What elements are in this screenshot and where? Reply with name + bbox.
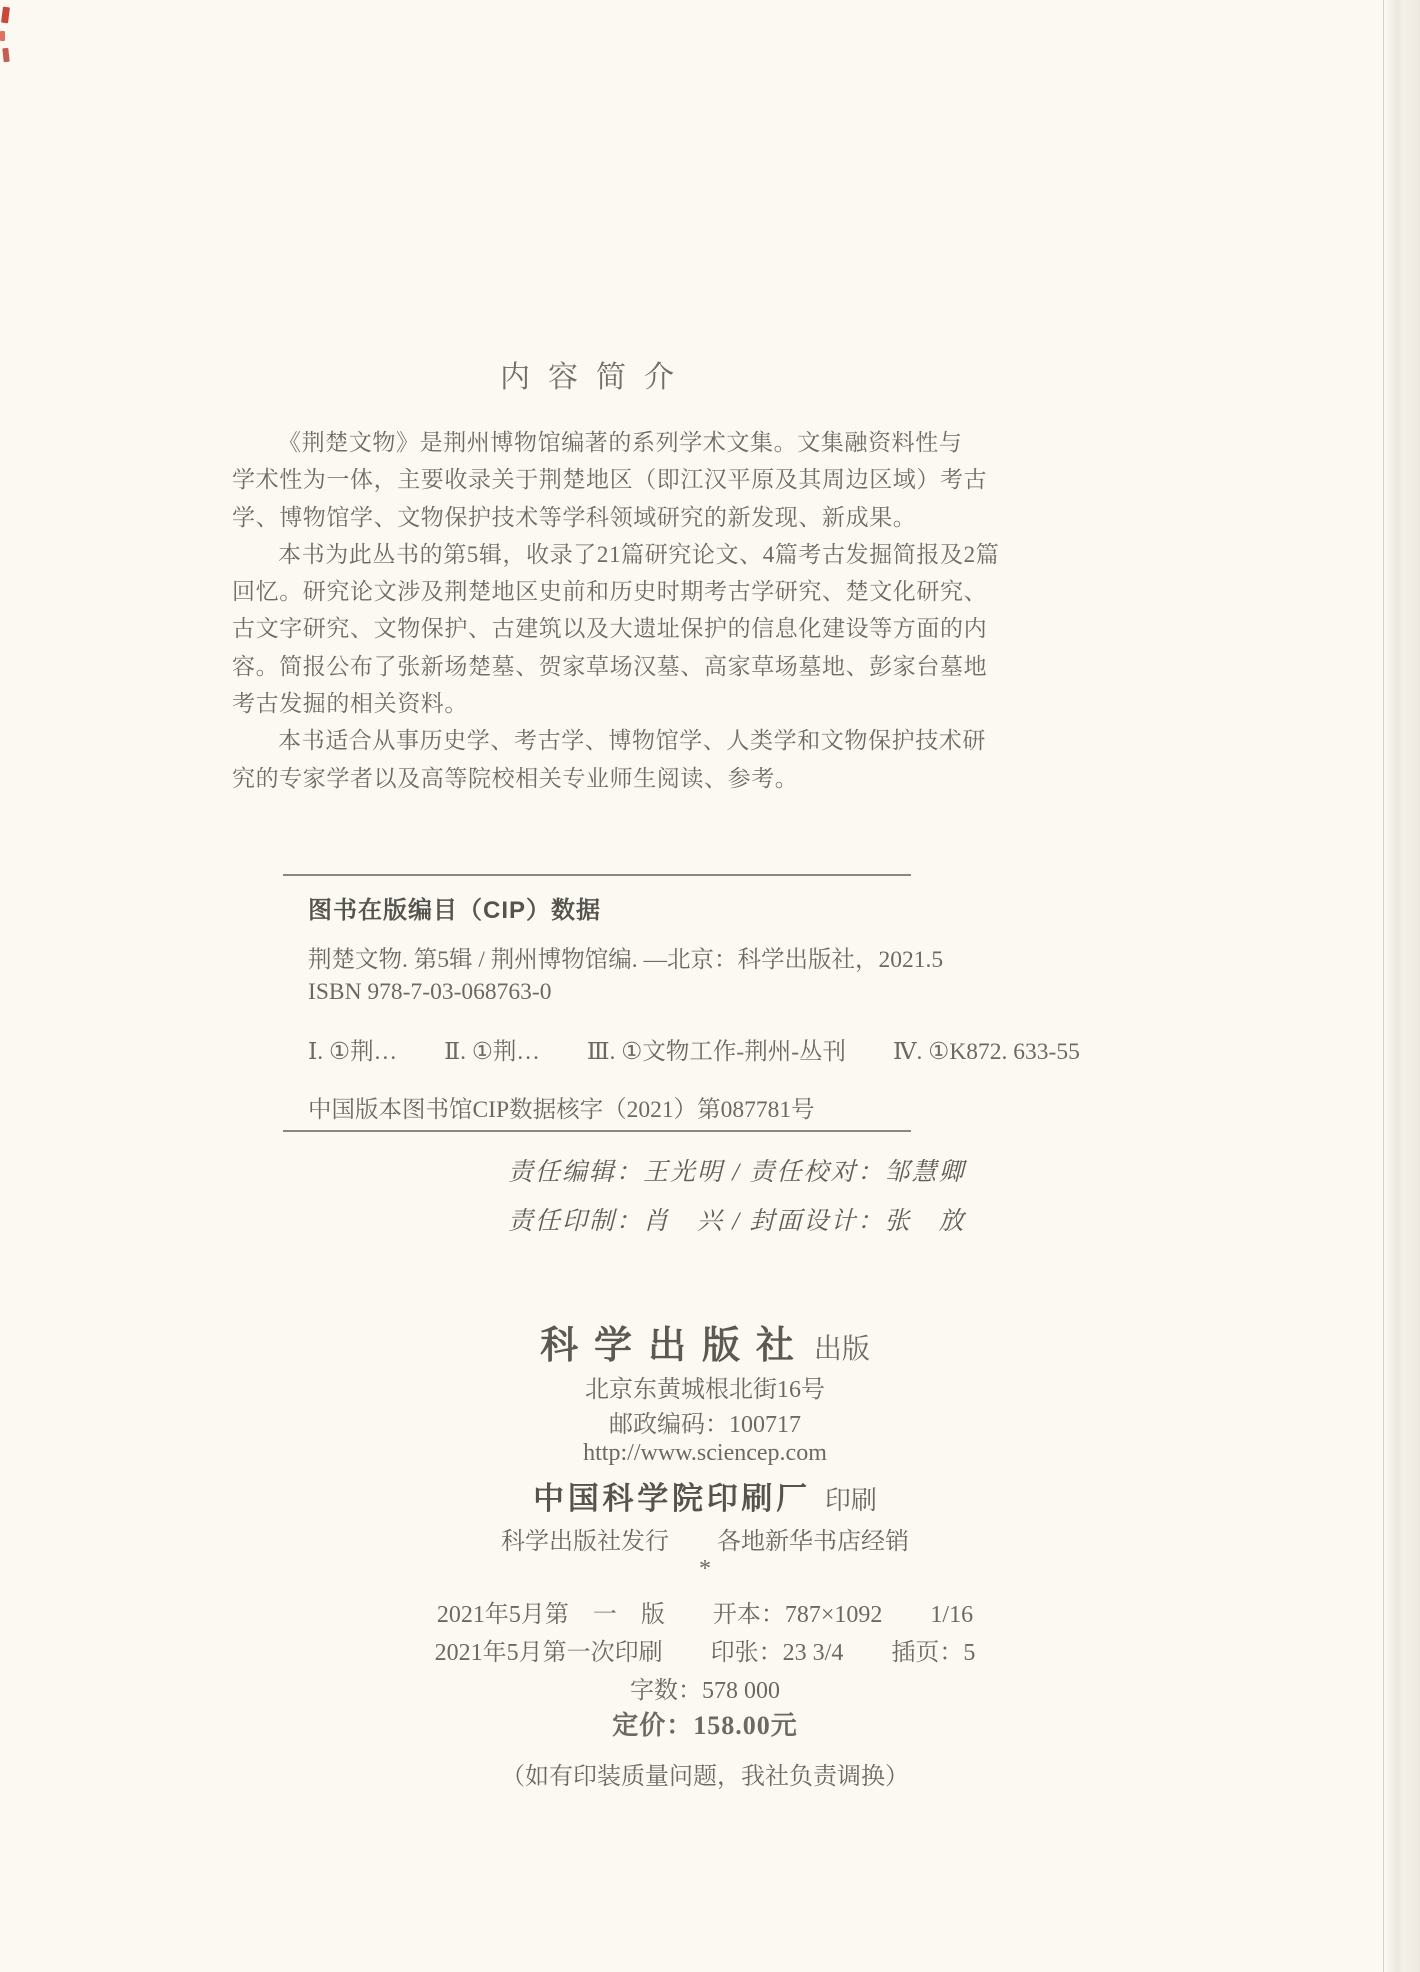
postal-code: 邮政编码：100717	[609, 1412, 801, 1438]
printer-suffix: 印刷	[824, 1486, 877, 1515]
publisher-line	[245, 1314, 1165, 1369]
impression-line: 2021年5月第一次印刷 印张：23 3/4 插页：5	[434, 1640, 976, 1666]
intro-line: 容。简报公布了张新场楚墓、贺家草场汉墓、高家草场墓地、彭家台墓地	[232, 653, 988, 679]
price-line	[245, 1705, 1165, 1742]
intro-line: 考古发掘的相关资料。	[232, 691, 468, 717]
intro-line: 《荆楚文物》是荆州博物馆编著的系列学术文集。文集融资料性与	[278, 430, 963, 455]
publisher-address: 北京东黄城根北街16号	[585, 1377, 825, 1403]
intro-line: 究的专家学者以及高等院校相关专业师生阅读、参考。	[232, 765, 799, 791]
quality-notice: （如有印装质量问题，我社负责调换）	[501, 1764, 909, 1790]
intro-line: 古文字研究、文物保护、古建筑以及大遗址保护的信息化建设等方面的内	[232, 616, 988, 642]
intro-line: 本书适合从事历史学、考古学、博物馆学、人类学和文物保护技术研	[278, 728, 986, 754]
section-title: 内容简介	[500, 361, 692, 394]
editor-credit-line: 责任编辑：王光明 / 责任校对：邹慧卿	[508, 1159, 966, 1186]
cip-entry: 荆楚文物. 第5辑 / 荆州博物馆编. —北京：科学出版社，2021.5	[308, 947, 944, 973]
intro-line: 本书为此丛书的第5辑，收录了21篇研究论文、4篇考古发掘简报及2篇	[278, 541, 1000, 567]
edition-line: 2021年5月第 一 版 开本：787×1092 1/16	[436, 1602, 974, 1628]
publisher-suffix: 出版	[813, 1334, 870, 1365]
word-count: 字数：578 000	[630, 1678, 780, 1704]
scan-artifact-red-mark	[1, 7, 10, 24]
printer-line	[245, 1473, 1165, 1518]
publisher-website: http://www.sciencep.com	[583, 1440, 827, 1466]
publication-info	[245, 0, 1165, 1972]
cip-record-number: 中国版本图书馆CIP数据核字（2021）第087781号	[308, 1097, 815, 1123]
scan-artifact-red-mark	[2, 48, 9, 63]
price-label: 定价：	[612, 1711, 694, 1740]
page-edge-shadow	[1383, 0, 1420, 1972]
isbn: ISBN 978-7-03-068763-0	[308, 979, 552, 1005]
divider-asterisk: *	[699, 1556, 711, 1582]
intro-line: 学术性为一体，主要收录关于荆楚地区（即江汉平原及其周边区域）考古	[232, 467, 988, 493]
cip-classification: Ⅰ. ①荆… Ⅱ. ①荆… Ⅲ. ①文物工作-荆州-丛刊 Ⅳ. ①K872. 633-55	[308, 1039, 1080, 1065]
price-value: 158.00元	[693, 1711, 798, 1740]
cip-heading: 图书在版编目（CIP）数据	[308, 897, 602, 924]
printer-logotype: 中国科学院印刷厂	[533, 1481, 811, 1516]
publisher-logotype: 科学出版社	[540, 1325, 810, 1367]
intro-line: 回忆。研究论文涉及荆楚地区史前和历史时期考古学研究、楚文化研究、	[232, 579, 988, 605]
intro-line: 学、博物馆学、文物保护技术等学科领域研究的新发现、新成果。	[232, 504, 917, 530]
print-credit-line: 责任印制：肖 兴 / 封面设计：张 放	[508, 1208, 966, 1235]
scan-artifact-red-mark	[0, 31, 5, 41]
distribution-line: 科学出版社发行 各地新华书店经销	[501, 1529, 909, 1555]
